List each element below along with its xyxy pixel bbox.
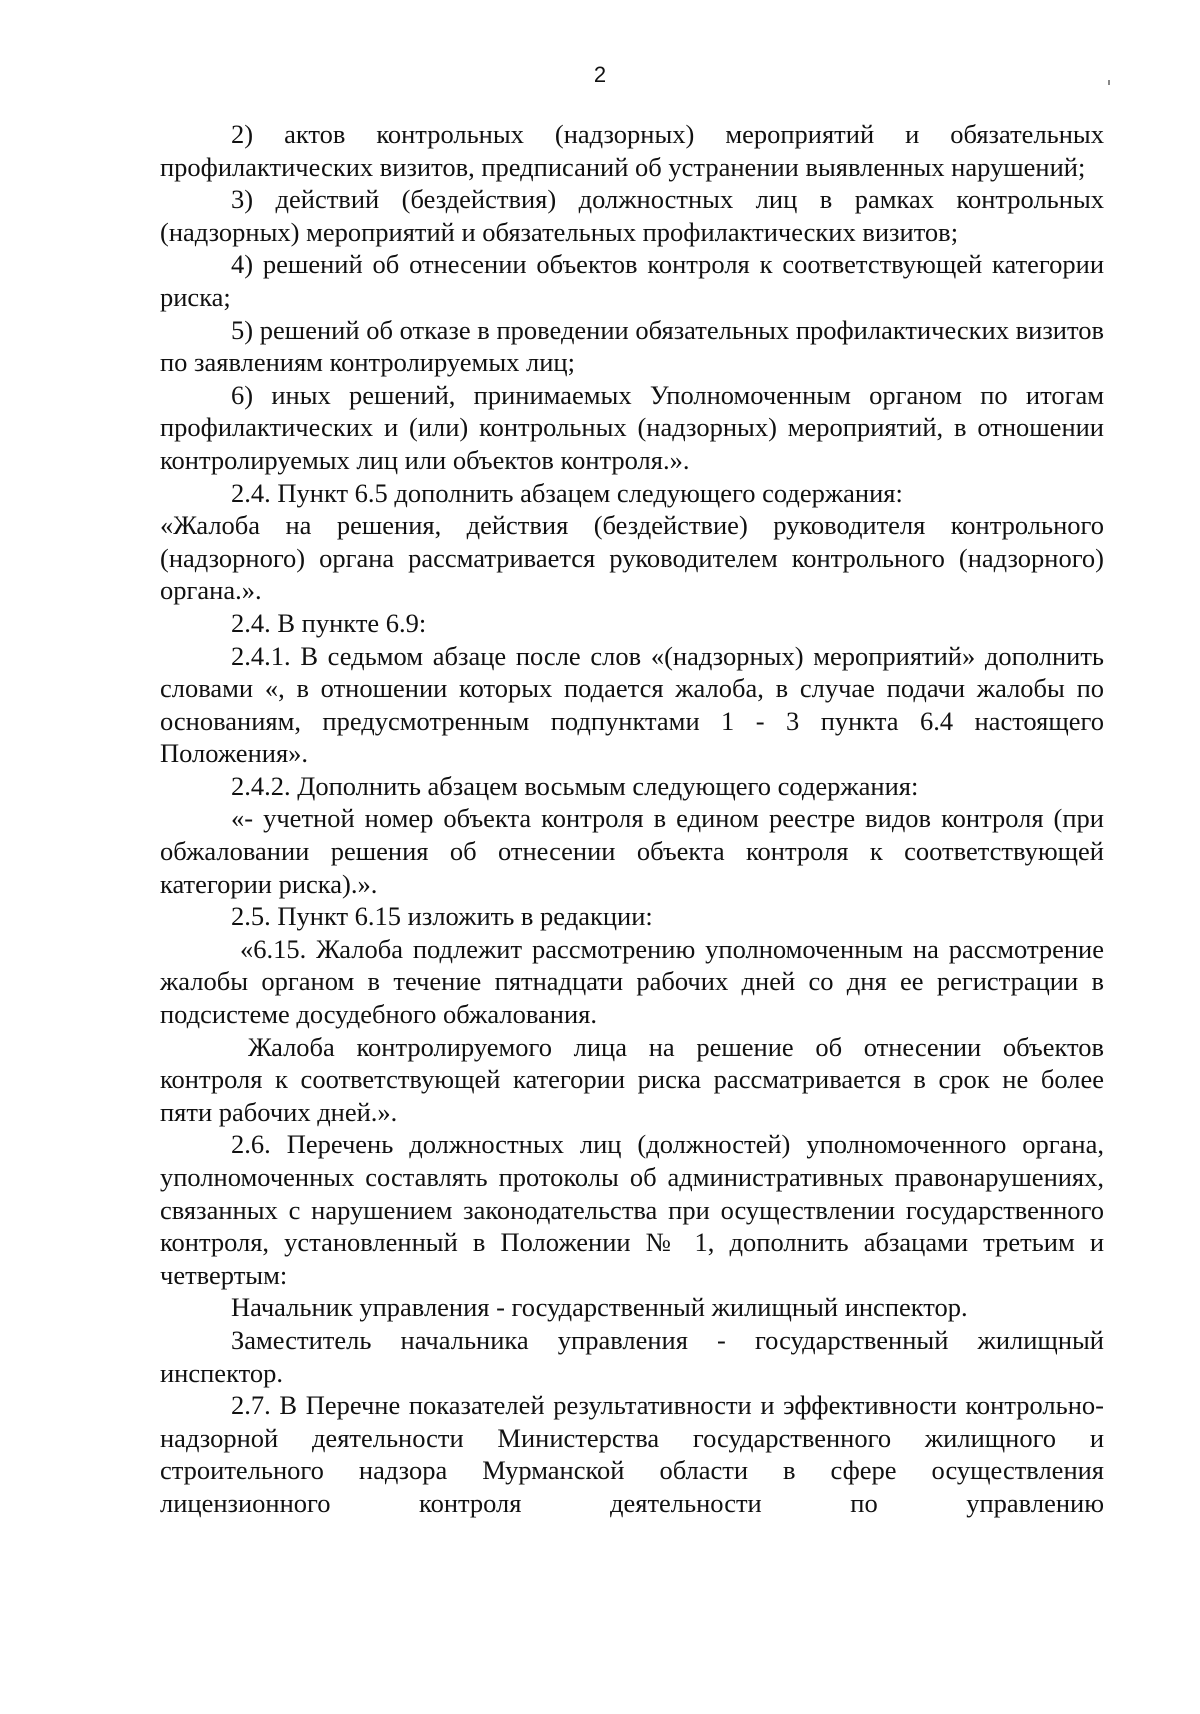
paragraph-item-4: 4) решений об отнесении объектов контроля к соответствующей категории риска; bbox=[160, 249, 1104, 312]
paragraph-deputy-head: Заместитель начальника управления - государственный жилищный инспектор. bbox=[160, 1324, 1104, 1388]
paragraph-2-4-point-6-5: 2.4. Пункт 6.5 дополнить абзацем следующего содержания: bbox=[231, 477, 903, 508]
paragraph-2-6: 2.6. Перечень должностных лиц (должностей) уполномоченного органа, уполномоченных составлять протоколы об административных правонарушениях, связанных с нарушением законодательства при осуществлении государственного контроля, установленный в Положении № 1, дополнить абзацами третьим и четвертым: bbox=[160, 1129, 1104, 1290]
paragraph-complaint-quote: «Жалоба на решения, действия (бездействие) руководителя контрольного (надзорного) органа рассматривается руководителем контрольного (надзорного) органа.». bbox=[160, 510, 1104, 606]
scan-speck bbox=[1108, 80, 1110, 85]
paragraph-6-15: «6.15. Жалоба подлежит рассмотрению уполномоченным на рассмотрение жалобы органом в течение пятнадцати рабочих дней со дня ее регистрации в подсистеме досудебного обжалования. bbox=[160, 933, 1104, 1030]
paragraph-risk-category-complaint: Жалоба контролируемого лица на решение об отнесении объектов контроля к соответствующей категории риска рассматривается в срок не более пяти рабочих дней.». bbox=[160, 1031, 1104, 1127]
document-body bbox=[160, 118, 1104, 1520]
paragraph-2-7: 2.7. В Перечне показателей результативности и эффективности контрольно-надзорной деятельности Министерства государственного жилищного и строительного надзора Мурманской области в сфере осуществления лицензионного контроля деятельности по управлению bbox=[160, 1390, 1104, 1518]
paragraph-2-5: 2.5. Пункт 6.15 изложить в редакции: bbox=[231, 901, 653, 932]
paragraph-item-5: 5) решений об отказе в проведении обязательных профилактических визитов по заявлениям контролируемых лиц; bbox=[160, 314, 1104, 378]
paragraph-registry-number: «- учетной номер объекта контроля в едином реестре видов контроля (при обжаловании решения об отнесении объекта контроля к соответствующей категории риска).». bbox=[160, 803, 1104, 899]
paragraph-item-3: 3) действий (бездействия) должностных лиц в рамках контрольных (надзорных) мероприятий и обязательных профилактических визитов; bbox=[160, 184, 1104, 247]
paragraph-item-6: 6) иных решений, принимаемых Уполномоченным органом по итогам профилактических и (или) контрольных (надзорных) мероприятий, в отношении контролируемых лиц или объектов контроля.». bbox=[160, 379, 1104, 475]
paragraph-2-4-1: 2.4.1. В седьмом абзаце после слов «(надзорных) мероприятий» дополнить словами «, в отношении которых подается жалоба, в случае подачи жалобы по основаниям, предусмотренным подпунктами 1 - 3 пункта 6.4 настоящего Положения». bbox=[160, 640, 1104, 769]
paragraph-2-4-point-6-9: 2.4. В пункте 6.9: bbox=[231, 607, 427, 638]
page-number: 2 bbox=[593, 62, 607, 87]
paragraph-item-2: 2) актов контрольных (надзорных) мероприятий и обязательных профилактических визитов, предписаний об устранении выявленных нарушений; bbox=[160, 119, 1104, 182]
paragraph-2-4-2: 2.4.2. Дополнить абзацем восьмым следующего содержания: bbox=[231, 770, 919, 801]
paragraph-head-of-department: Начальник управления - государственный жилищный инспектор. bbox=[231, 1292, 968, 1323]
